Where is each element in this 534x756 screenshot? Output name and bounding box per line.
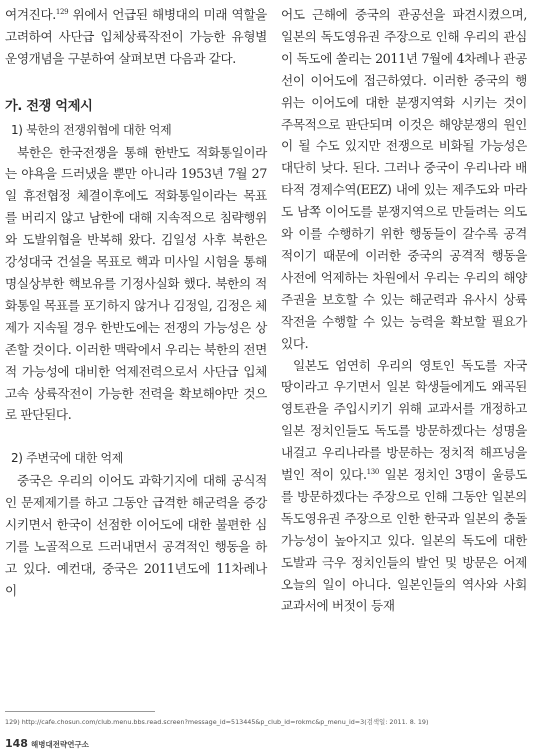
footnote-129[interactable]: 129) http://cafe.chosun.com/club.menu.bbs.read.screen?message_id=513445&p_club_id=rokmc&p_menu_id=3(검색일: 2011. 8. 19) bbox=[5, 718, 429, 726]
footnote-ref-129[interactable]: 129 bbox=[55, 7, 69, 16]
subsection-heading-north-korea: 1) 북한의 전쟁위협에 대한 억제 bbox=[11, 122, 172, 137]
right-column bbox=[281, 4, 527, 617]
footnote-divider bbox=[5, 711, 155, 712]
china-paragraph-continued: 어도 근해에 중국의 관공선을 파견시켰으며, 일본의 독도영유권 주장으로 인해 우리의 관심이 독도에 쏠리는 2011년 7월에 4차례나 관공선이 이어도에 접근하였다. 이러한 중국의 행위는 이어도에 대한 분쟁지역화 시키는 것이 주목적으로 판단되며 이것은 해양분쟁의 원인이 될 수도 있지만 전쟁으로 비화될 가능성은 대단히 낮다. 된다. 그러나 중국이 우리나라 배타적 경제수역(EEZ) 내에 있는 제주도와 마라도 남쪽 이어도를 분쟁지역으로 만들려는 의도와 이를 수행하기 위한 행동들이 갈수록 공격적이기 때문에 이러한 중국의 공격적 행동을 사전에 억제하는 차원에서 우리는 우리의 해양주권을 보호할 수 있는 해군력과 유사시 상륙작전을 수행할 수 있는 능력을 확보할 필요가 있다. bbox=[281, 7, 527, 351]
journal-name: 해병대전략연구소 bbox=[30, 740, 89, 749]
north-korea-paragraph: 북한은 한국전쟁을 통해 한반도 적화통일이라는 야욕을 드러냈을 뿐만 아니라 1953년 7월 27일 휴전협정 체결이후에도 적화통일이라는 목표를 버리지 않고 남한에 대해 지속적으로 침략행위와 도발위협을 반복해 왔다. 김일성 사후 북한은 강성대국 건설을 목표로 핵과 미사일 시험을 통해 명실상부한 핵보유를 기정사실화 했다. 북한의 적화통일 목표를 포기하지 않거나 김정일, 김정은 체제가 지속될 경우 한반도에는 전쟁의 가능성은 상존할 것이다. 이러한 맥락에서 우리는 북한의 전면적 가능성에 대비한 억제전력으로서 사단급 입체고속 상륙작전이 가능한 전력을 확보해야만 것으로 판단된다. bbox=[5, 144, 267, 423]
section-heading: 가. 전쟁 억제시 bbox=[5, 98, 93, 114]
page-footer bbox=[5, 737, 89, 750]
subsection-heading-neighbors: 2) 주변국에 대한 억제 bbox=[11, 451, 123, 466]
footnote-ref-130[interactable]: 130 bbox=[366, 467, 379, 476]
japan-paragraph bbox=[281, 355, 527, 618]
japan-text-start: 일본도 엄연히 우리의 영토인 독도를 자국 땅이라고 우기면서 일본 학생들에게도 왜곡된 영토관을 주입시키기 위해 교과서를 개정하고 일본 정치인들도 독도를 방문하겠다는 성명을 내걸고 우리나라를 방문하는 정치적 해프닝을 벌인 적이 있다. bbox=[281, 357, 527, 483]
intro-text-end: 위에서 언급된 해병대의 미래 역할을 고려하여 사단급 입체상륙작전이 가능한 유형별 운영개념을 구분하여 살펴보면 다음과 같다. bbox=[5, 7, 267, 66]
page-number: 148 bbox=[5, 737, 28, 750]
left-column bbox=[5, 4, 267, 602]
japan-text-end: 일본 정치인 3명이 울릉도를 방문하겠다는 주장으로 인해 그동안 일본의 독도영유권 주장으로 인한 한국과 일본의 충돌가능성이 높아지고 있다. 일본의 독도에 대한 도발과 극우 정치인들의 발언 및 방문은 어제 오늘의 일이 아니다. 일본인들의 역사와 사회교과서에 버젓이 등재 bbox=[281, 467, 527, 614]
intro-paragraph bbox=[5, 4, 267, 70]
china-paragraph-start: 중국은 우리의 이어도 과학기지에 대해 공식적인 문제제기를 하고 그동안 급격한 해군력을 증강시키면서 한국이 선점한 이어도에 대한 불편한 심기를 노골적으로 드러내면서 공격적인 행동을 하고 있다. 예컨대, 중국은 2011년도에 11차례나 이 bbox=[5, 473, 267, 598]
intro-text-start: 여겨진다. bbox=[5, 7, 56, 22]
